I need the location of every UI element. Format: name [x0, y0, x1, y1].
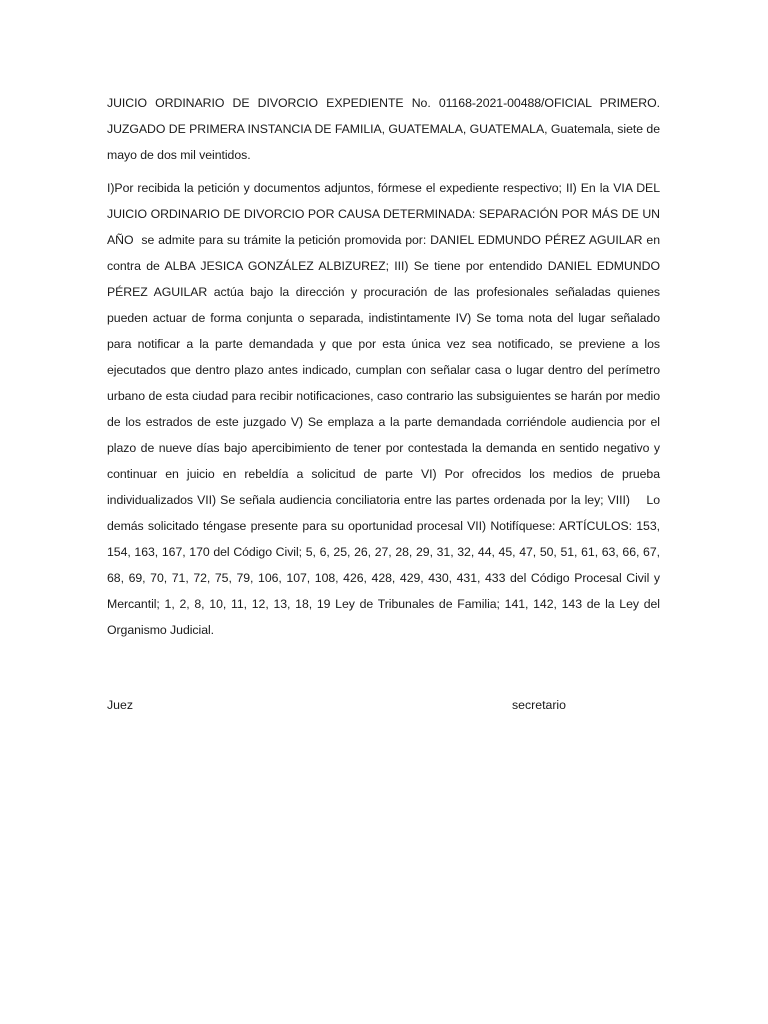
document-content [107, 90, 664, 643]
document-body: I)Por recibida la petición y documentos adjuntos, fórmese el expediente respectivo; II) En la VIA DEL JUICIO ORDINARIO DE DIVORCIO POR CAUSA DETERMINADA: SEPARACIÓN POR MÁS DE UN AÑO se admite para su trámite la petición promovida por: DANIEL EDMUNDO PÉREZ AGUILAR en contra de ALBA JESICA GONZÁLEZ ALBIZUREZ; III) Se tiene por entendido DANIEL EDMUNDO PÉREZ AGUILAR actúa bajo la dirección y procuración de las profesionales señaladas quienes pueden actuar de forma conjunta o separada, indistintamente IV) Se toma nota del lugar señalado para notificar a la parte demandada y que por esta única vez sea notificado, se previene a los ejecutados que dentro plazo antes indicado, cumplan con señalar casa o lugar dentro del perímetro urbano de esta ciudad para recibir notificaciones, caso contrario las subsiguientes se harán por medio de los estrados de este juzgado V) Se emplaza a la parte demandada corriéndole audiencia por el plazo de nueve días bajo apercibimiento de tener por contestada la demanda en sentido negativo y continuar en juicio en rebeldía a solicitud de parte VI) Por ofrecidos los medios de prueba individualizados VII) Se señala audiencia conciliatoria entre las partes ordenada por la ley; VIII) Lo demás solicitado téngase presente para su oportunidad procesal VII) Notifíquese: ARTÍCULOS: 153, 154, 163, 167, 170 del Código Civil; 5, 6, 25, 26, 27, 28, 29, 31, 32, 44, 45, 47, 50, 51, 61, 63, 66, 67, 68, 69, 70, 71, 72, 75, 79, 106, 107, 108, 426, 428, 429, 430, 431, 433 del Código Procesal Civil y Mercantil; 1, 2, 8, 10, 11, 12, 13, 18, 19 Ley de Tribunales de Familia; 141, 142, 143 de la Ley del Organismo Judicial. [107, 181, 664, 637]
document-heading: JUICIO ORDINARIO DE DIVORCIO EXPEDIENTE No. 01168-2021-00488/OFICIAL PRIMERO. JUZGADO DE PRIMERA INSTANCIA DE FAMILIA, GUATEMALA, GUATEMALA, Guatemala, siete de mayo de dos mil veintidos. [107, 96, 660, 162]
signature-secretary: secretario [512, 698, 566, 712]
signature-judge: Juez [107, 698, 133, 712]
signature-block [107, 692, 660, 718]
